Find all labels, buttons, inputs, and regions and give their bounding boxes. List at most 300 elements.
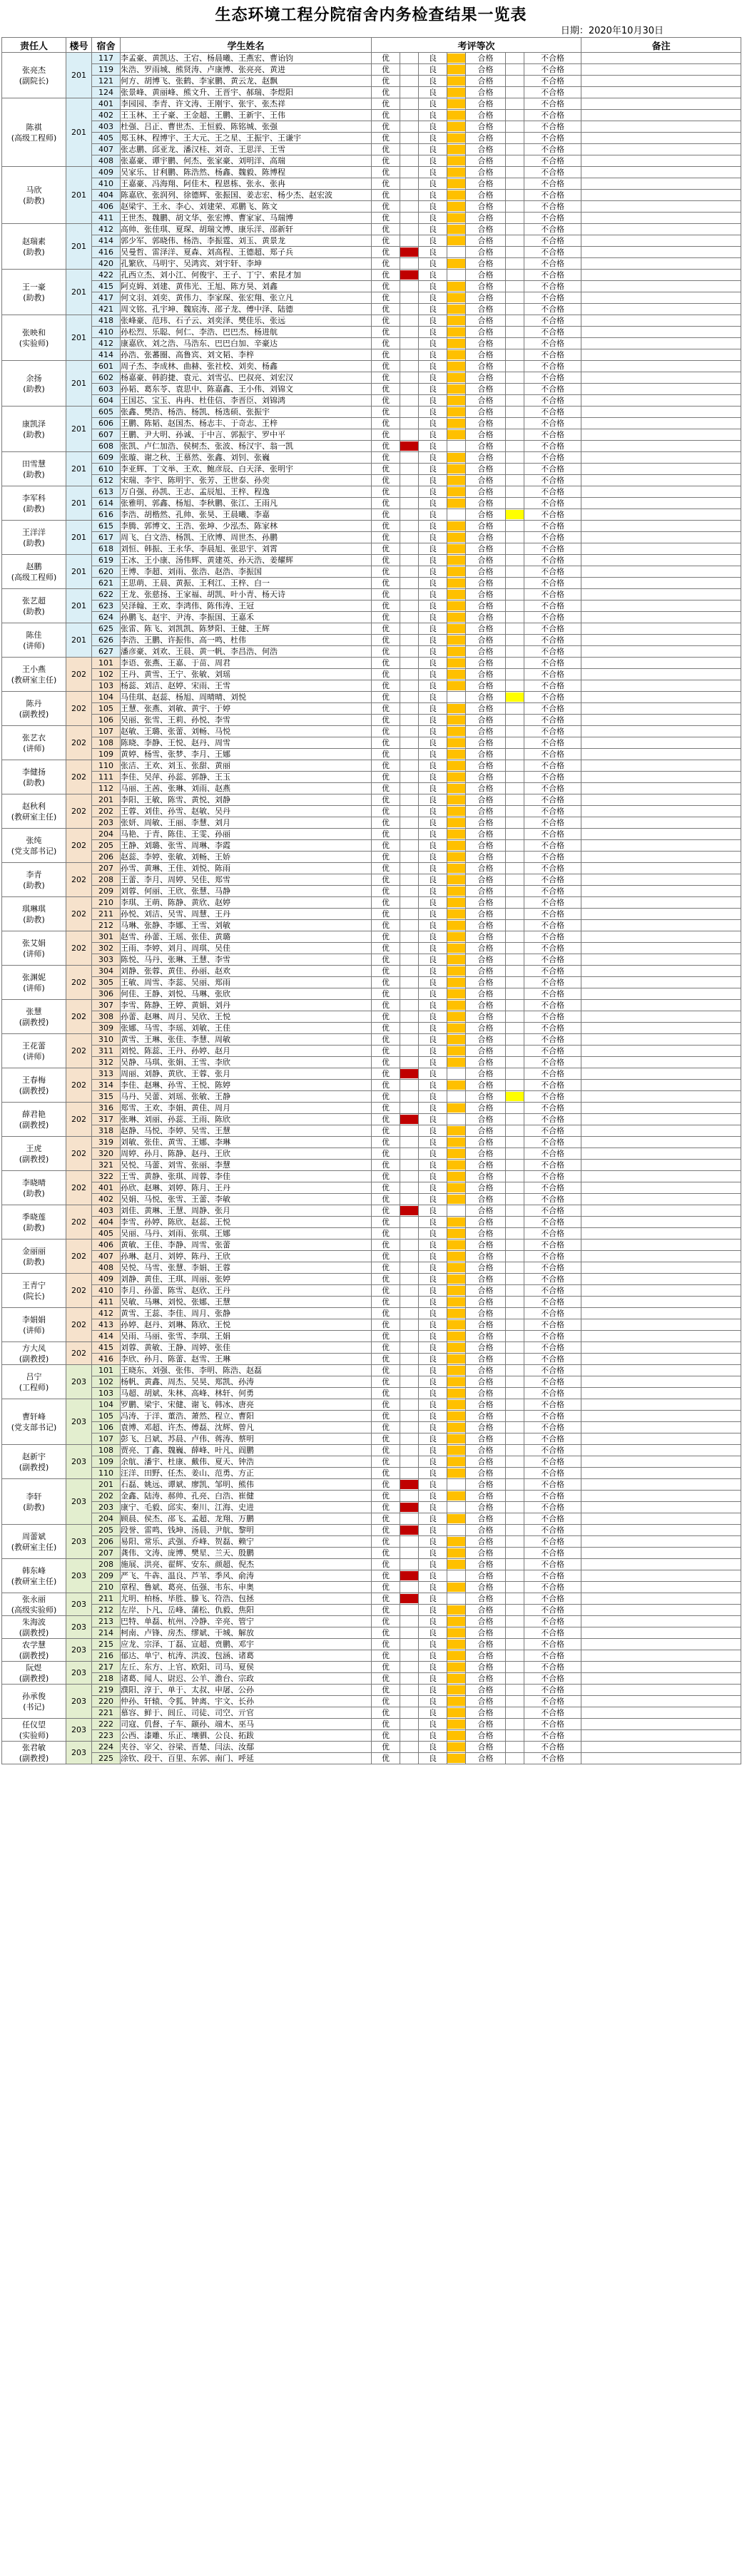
grade-excellent-label: 优 [372,863,400,874]
grade-fail-label: 不合格 [524,235,581,247]
responsible-person: 任仪望 (实验师) [2,1719,66,1742]
grade-pass-mark [506,977,524,988]
grade-good-label: 良 [419,658,447,669]
grade-pass-mark [506,1570,524,1582]
grade-good-mark [447,931,466,943]
grade-pass-mark [506,589,524,600]
responsible-person: 陈丹 (副教授) [2,692,66,726]
grade-good-label: 良 [419,1011,447,1023]
table-row [2,1422,741,1433]
remark-cell [581,886,741,897]
table-row [2,600,741,612]
student-names: 宋瑞、李宇、陈明宇、张芳、王世泰、孙奕 [121,475,372,486]
remark-cell [581,1605,741,1616]
grade-good-mark [447,737,466,749]
grade-pass-mark [506,1331,524,1342]
grade-pass-label: 合格 [466,920,506,931]
building-number: 201 [66,53,92,98]
grade-good-label: 良 [419,1388,447,1399]
room-number: 203 [92,1502,121,1513]
col-building: 楼号 [66,38,92,53]
remark-cell [581,543,741,555]
grade-fail-label: 不合格 [524,1137,581,1148]
grade-excellent-mark [400,658,419,669]
grade-fail-label: 不合格 [524,224,581,235]
room-number: 208 [92,874,121,886]
grade-pass-mark [506,726,524,737]
grade-good-mark [447,167,466,178]
grade-marker [447,282,465,291]
grade-fail-label: 不合格 [524,852,581,863]
grade-good-label: 良 [419,1753,447,1764]
student-names: 吴雨、马丽、张雪、李琪、王娟 [121,1331,372,1342]
grade-marker [447,373,465,382]
table-row [2,612,741,623]
table-row [2,1570,741,1582]
table-row [2,76,741,87]
grade-good-label: 良 [419,429,447,441]
grade-marker [447,1252,465,1261]
grade-good-mark [447,1137,466,1148]
grade-good-label: 良 [419,817,447,829]
table-row [2,1662,741,1673]
room-number: 412 [92,1308,121,1319]
grade-excellent-label: 优 [372,1753,400,1764]
grade-pass-label: 合格 [466,543,506,555]
table-row [2,1753,741,1764]
table-row [2,64,741,76]
student-names: 周婷、孙月、陈静、赵丹、王欣 [121,1148,372,1160]
grade-fail-label: 不合格 [524,133,581,144]
grade-good-mark [447,966,466,977]
grade-fail-label: 不合格 [524,1194,581,1205]
grade-excellent-label: 优 [372,600,400,612]
grade-pass-label: 合格 [466,1046,506,1057]
grade-pass-mark [506,76,524,87]
grade-marker [447,601,465,610]
student-names: 王敏、周雪、李蕊、吴丽、郑雨 [121,977,372,988]
grade-good-mark [447,53,466,64]
table-row [2,1445,741,1456]
grade-pass-mark [506,1730,524,1742]
room-number: 220 [92,1696,121,1707]
grade-fail-label: 不合格 [524,658,581,669]
grade-fail-label: 不合格 [524,794,581,806]
grade-pass-mark [506,178,524,190]
room-number: 409 [92,1274,121,1285]
table-row [2,658,741,669]
grade-marker [447,807,465,816]
room-number: 105 [92,1411,121,1422]
grade-good-mark [447,452,466,464]
grade-excellent-mark [400,966,419,977]
grade-good-label: 良 [419,966,447,977]
grade-marker [447,681,465,690]
grade-pass-label: 合格 [466,943,506,954]
remark-cell [581,566,741,578]
grade-good-mark [447,1240,466,1251]
grade-excellent-mark [400,1605,419,1616]
remark-cell [581,1023,741,1034]
room-number: 210 [92,897,121,909]
room-number: 626 [92,635,121,646]
remark-cell [581,760,741,772]
student-names: 何佳、王静、刘悦、马琳、张欣 [121,988,372,1000]
grade-good-label: 良 [419,1251,447,1262]
student-names: 周子杰、李成林、曲赫、张社校、刘奕、杨鑫 [121,361,372,372]
grade-excellent-label: 优 [372,1422,400,1433]
grade-fail-label: 不合格 [524,1148,581,1160]
grade-pass-mark [506,1011,524,1023]
grade-marker [447,727,465,736]
remark-cell [581,1662,741,1673]
grade-excellent-mark [400,1376,419,1388]
grade-fail-label: 不合格 [524,726,581,737]
grade-pass-mark [506,304,524,315]
room-number: 103 [92,680,121,692]
grade-marker [447,65,465,74]
grade-good-label: 良 [419,1365,447,1376]
remark-cell [581,623,741,635]
remark-cell [581,1582,741,1593]
grade-excellent-mark [400,395,419,407]
table-row [2,532,741,543]
table-row [2,1171,741,1182]
room-number: 117 [92,53,121,64]
remark-cell [581,749,741,760]
grade-marker [400,1594,418,1603]
grade-excellent-label: 优 [372,658,400,669]
room-number: 604 [92,395,121,407]
grade-excellent-mark [400,760,419,772]
grade-excellent-label: 优 [372,1068,400,1080]
grade-good-mark [447,1502,466,1513]
grade-pass-mark [506,909,524,920]
grade-fail-label: 不合格 [524,680,581,692]
grade-pass-mark [506,1662,524,1673]
table-row [2,1548,741,1559]
responsible-person: 王青宁 (院长) [2,1274,66,1308]
grade-fail-label: 不合格 [524,1011,581,1023]
grade-excellent-label: 优 [372,407,400,418]
grade-excellent-label: 优 [372,897,400,909]
grade-good-mark [447,1570,466,1582]
grade-pass-label: 合格 [466,315,506,327]
grade-excellent-mark [400,384,419,395]
table-row [2,760,741,772]
student-names: 李园园、李青、许文涛、王刚宇、张宇、张杰祥 [121,98,372,110]
grade-excellent-label: 优 [372,1023,400,1034]
table-row [2,1673,741,1685]
grade-pass-label: 合格 [466,1160,506,1171]
grade-excellent-mark [400,1354,419,1365]
grade-pass-label: 合格 [466,1319,506,1331]
grade-pass-label: 合格 [466,1479,506,1491]
grade-excellent-mark [400,1160,419,1171]
grade-good-label: 良 [419,110,447,121]
grade-excellent-mark [400,726,419,737]
table-row [2,863,741,874]
grade-pass-mark [506,1217,524,1228]
grade-good-mark [447,1354,466,1365]
grade-excellent-label: 优 [372,749,400,760]
table-row [2,1707,741,1719]
grade-excellent-label: 优 [372,270,400,281]
remark-cell [581,349,741,361]
table-row [2,144,741,155]
grade-excellent-mark [400,1251,419,1262]
table-row [2,852,741,863]
grade-good-mark [447,566,466,578]
grade-good-label: 良 [419,566,447,578]
grade-excellent-mark [400,1240,419,1251]
grade-excellent-label: 优 [372,144,400,155]
student-names: 袁博、邓超、许杰、傅磊、沈辉、曾凡 [121,1422,372,1433]
grade-good-mark [447,1662,466,1673]
grade-excellent-label: 优 [372,988,400,1000]
grade-fail-label: 不合格 [524,349,581,361]
remark-cell [581,486,741,498]
grade-excellent-label: 优 [372,555,400,566]
grade-pass-mark [506,1205,524,1217]
grade-excellent-mark [400,555,419,566]
responsible-person: 李娟娟 (讲师) [2,1308,66,1342]
grade-marker [447,122,465,131]
grade-pass-label: 合格 [466,1593,506,1605]
student-names: 严飞、牛犇、温良、芦苇、季风、俞涛 [121,1570,372,1582]
room-number: 610 [92,464,121,475]
responsible-person: 张艾娟 (讲师) [2,931,66,966]
grade-pass-mark [506,886,524,897]
remark-cell [581,407,741,418]
grade-excellent-mark [400,1719,419,1730]
grade-good-mark [447,361,466,372]
grade-fail-label: 不合格 [524,1433,581,1445]
grade-pass-label: 合格 [466,1217,506,1228]
grade-excellent-mark [400,646,419,658]
student-names: 吴静、马琪、张娟、王雪、李欣 [121,1057,372,1068]
student-names: 朱浩、罗雨城、熊贤涛、卢康博、张亮亮、黄进 [121,64,372,76]
grade-fail-label: 不合格 [524,772,581,783]
grade-excellent-label: 优 [372,1046,400,1057]
grade-pass-label: 合格 [466,1559,506,1570]
grade-fail-label: 不合格 [524,1627,581,1639]
grade-excellent-label: 优 [372,612,400,623]
grade-pass-label: 合格 [466,304,506,315]
room-number: 627 [92,646,121,658]
table-row [2,1137,741,1148]
grade-good-mark [447,1422,466,1433]
grade-pass-mark [506,988,524,1000]
grade-fail-label: 不合格 [524,292,581,304]
table-row [2,338,741,349]
grade-good-mark [447,920,466,931]
table-row [2,53,741,64]
grade-marker [447,989,465,998]
grade-good-label: 良 [419,897,447,909]
grade-good-label: 良 [419,1068,447,1080]
responsible-person: 王洋洋 (助教) [2,521,66,555]
grade-good-label: 良 [419,1433,447,1445]
remark-cell [581,509,741,521]
grade-pass-label: 合格 [466,988,506,1000]
grade-fail-label: 不合格 [524,1707,581,1719]
grade-marker [447,1012,465,1021]
table-row [2,931,741,943]
grade-pass-label: 合格 [466,1513,506,1525]
remark-cell [581,1399,741,1411]
grade-excellent-label: 优 [372,1080,400,1091]
grade-pass-label: 合格 [466,874,506,886]
grade-pass-label: 合格 [466,178,506,190]
student-names: 康宁、毛毅、邱实、秦川、江海、史进 [121,1502,372,1513]
responsible-person: 陈佳 (讲师) [2,623,66,658]
grade-pass-label: 合格 [466,1114,506,1125]
building-number: 203 [66,1639,92,1662]
grade-good-label: 良 [419,874,447,886]
room-number: 216 [92,1650,121,1662]
table-row [2,840,741,852]
grade-good-label: 良 [419,1240,447,1251]
building-number: 202 [66,658,92,692]
grade-marker [447,818,465,827]
grade-fail-label: 不合格 [524,1399,581,1411]
grade-excellent-mark [400,1479,419,1491]
grade-marker [447,1217,465,1227]
grade-excellent-mark [400,543,419,555]
table-row [2,635,741,646]
grade-fail-label: 不合格 [524,144,581,155]
student-names: 李佳、赵琳、孙雪、王悦、陈婷 [121,1080,372,1091]
grade-good-mark [447,783,466,794]
grade-good-mark [447,190,466,201]
grade-fail-label: 不合格 [524,1308,581,1319]
room-number: 105 [92,703,121,715]
grade-excellent-label: 优 [372,1525,400,1536]
room-number: 110 [92,760,121,772]
room-number: 410 [92,178,121,190]
grade-pass-mark [506,852,524,863]
room-number: 202 [92,806,121,817]
grade-pass-mark [506,1513,524,1525]
table-row [2,954,741,966]
table-row [2,977,741,988]
grade-excellent-label: 优 [372,1570,400,1582]
room-number: 401 [92,98,121,110]
grade-good-label: 良 [419,338,447,349]
grade-pass-mark [506,327,524,338]
grade-pass-mark [506,1445,524,1456]
student-names: 刘佳、黄琳、王慧、周静、张月 [121,1205,372,1217]
responsible-person: 张慧 (副教授) [2,1000,66,1034]
grade-pass-mark [506,1068,524,1080]
student-names: 李琪、王萌、陈静、黄欣、赵婷 [121,897,372,909]
grade-good-label: 良 [419,680,447,692]
grade-good-label: 良 [419,270,447,281]
grade-marker [447,1731,465,1740]
grade-excellent-label: 优 [372,1240,400,1251]
grade-pass-mark [506,1388,524,1399]
grade-fail-label: 不合格 [524,1034,581,1046]
grade-marker [447,1354,465,1364]
grade-pass-mark [506,646,524,658]
remark-cell [581,737,741,749]
grade-marker [447,1229,465,1238]
student-names: 段誉、雷鸣、钱坤、汤晨、尹航、黎明 [121,1525,372,1536]
building-number: 202 [66,1205,92,1240]
grade-pass-mark [506,669,524,680]
grade-excellent-mark [400,1502,419,1513]
grade-marker [447,533,465,542]
grade-pass-label: 合格 [466,1707,506,1719]
building-number: 202 [66,794,92,829]
grade-excellent-label: 优 [372,1354,400,1365]
building-number: 202 [66,1034,92,1068]
grade-pass-mark [506,1548,524,1559]
grade-good-mark [447,1000,466,1011]
grade-marker [447,396,465,405]
grade-good-label: 良 [419,977,447,988]
table-row [2,1240,741,1251]
grade-good-mark [447,349,466,361]
grade-pass-label: 合格 [466,452,506,464]
grade-pass-label: 合格 [466,1730,506,1742]
student-names: 吴悦、马雪、张慧、李娟、王蓉 [121,1262,372,1274]
responsible-person: 李青 (助教) [2,863,66,897]
grade-excellent-label: 优 [372,1468,400,1479]
grade-good-mark [447,1742,466,1753]
grade-good-mark [447,1491,466,1502]
table-body [2,53,741,1764]
remark-cell [581,840,741,852]
grade-marker [447,1377,465,1386]
grade-excellent-label: 优 [372,680,400,692]
remark-cell [581,589,741,600]
grade-marker [447,590,465,599]
grade-pass-mark [506,1308,524,1319]
grade-fail-label: 不合格 [524,1536,581,1548]
grade-fail-label: 不合格 [524,1331,581,1342]
grade-good-mark [447,133,466,144]
grade-excellent-mark [400,1491,419,1502]
grade-good-label: 良 [419,486,447,498]
grade-excellent-label: 优 [372,1433,400,1445]
student-names: 孔西立杰、刘小江、何俊宇、王子、丁宁、索昆才加 [121,270,372,281]
grade-pass-mark [506,1171,524,1182]
grade-fail-label: 不合格 [524,1742,581,1753]
grade-pass-mark [506,635,524,646]
building-number: 202 [66,1068,92,1103]
grade-marker [447,145,465,154]
grade-pass-mark [506,1411,524,1422]
grade-pass-label: 合格 [466,555,506,566]
student-names: 郑雪、王欢、李娟、黄佳、周月 [121,1103,372,1114]
student-names: 李欣、孙月、陈蕾、赵雪、王琳 [121,1354,372,1365]
grade-fail-label: 不合格 [524,1605,581,1616]
grade-fail-label: 不合格 [524,566,581,578]
student-names: 孙浩、张蕃圈、高鲁宾、刘文韬、李梓 [121,349,372,361]
table-row [2,1125,741,1137]
room-number: 415 [92,1342,121,1354]
table-row [2,966,741,977]
grade-marker [447,1514,465,1523]
grade-fail-label: 不合格 [524,1639,581,1650]
grade-excellent-mark [400,840,419,852]
grade-excellent-label: 优 [372,1719,400,1730]
grade-good-mark [447,521,466,532]
grade-marker [447,1662,465,1672]
grade-marker [447,53,465,63]
